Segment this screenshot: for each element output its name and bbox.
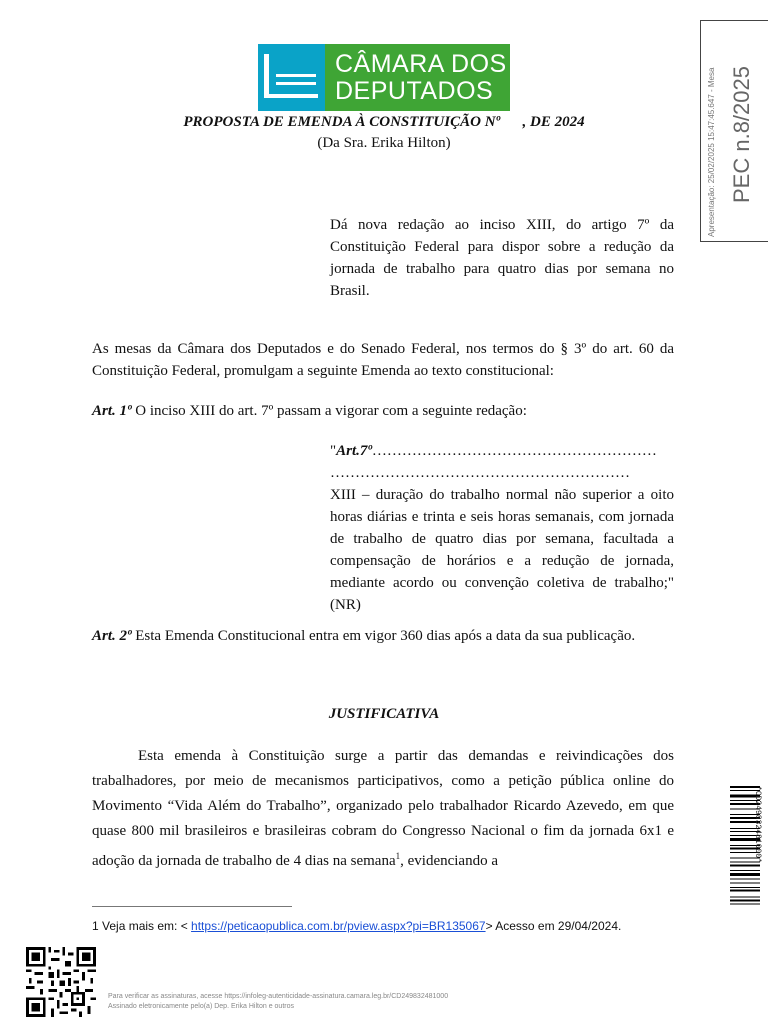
footnote-divider — [92, 906, 292, 907]
footnote-suffix: > Acesso em 29/04/2024. — [485, 919, 622, 933]
stamp-presentation-date: Apresentação: 25/02/2025 15:47:45.647 - Mesa — [707, 67, 716, 237]
quote-header-line — [330, 440, 674, 462]
ementa: Dá nova redação ao inciso XIII, do artigo 7º da Constituição Federal para dispor sobre a redução da jornada de trabalho para quatro dias por semana no Brasil. — [330, 217, 674, 299]
article-2 — [92, 625, 674, 647]
camara-logo — [258, 44, 510, 111]
footnote-ref[interactable]: 1 — [395, 851, 401, 861]
stamp-pec-number: PEC n.8/2025 — [729, 66, 754, 203]
logo-line2: DEPUTADOS — [335, 76, 494, 105]
article-2-label: Art. 2º — [92, 628, 132, 644]
article-1-label: Art. 1º — [92, 403, 132, 419]
document-title: PROPOSTA DE EMENDA À CONSTITUIÇÃO Nº , DE 2024 — [183, 114, 585, 130]
quote-open: " — [330, 443, 337, 459]
verification-url[interactable]: Para verificar as assinaturas, acesse https://infoleg-autenticidade-assinatura.camara.leg.br/CD249832481000 — [108, 993, 449, 1000]
barcode-text: *CD249832481000* — [753, 786, 762, 863]
article-1 — [92, 400, 674, 422]
signed-by: Assinado eletronicamente pelo(a) Dep. Erika Hilton e outros — [108, 1003, 294, 1010]
camara-logo-icon — [258, 44, 325, 111]
quote-dots-2: …………………………………………………… — [330, 465, 630, 481]
article-2-text: Esta Emenda Constitucional entra em vigor 360 dias após a data da sua publicação. — [131, 628, 636, 644]
filing-stamp — [700, 20, 768, 242]
preamble: As mesas da Câmara dos Deputados e do Senado Federal, nos termos do § 3º do art. 60 da Constituição Federal, promulgam a seguinte Emenda ao texto constitucional: — [92, 341, 674, 379]
justificativa-body: Esta emenda à Constituição surge a partir das demandas e reivindicações dos trabalhadores, por meio de mecanismos participativos, como a petição pública online do Movimento “Vida Além do Trabalho”, organizado pelo trabalhador Ricardo Azevedo, em que quase 800 mil brasileiros e brasileiras cobram do Congresso Nacional o fim da jornada 6x1 e adoção da jornada de trabalho de 4 dias na semana — [92, 748, 674, 869]
justificativa-title: JUSTIFICATIVA — [328, 706, 440, 722]
footnote — [92, 919, 682, 933]
quote-dots-1: ………………………………………………… — [371, 443, 657, 459]
signature-verification — [108, 992, 628, 1012]
qr-code — [26, 947, 96, 1017]
logo-line1: CÂMARA DOS — [335, 49, 507, 78]
quoted-amendment — [330, 440, 674, 616]
justificativa-body-end: , evidenciando a — [400, 853, 498, 869]
article-1-text: O inciso XIII do art. 7º passam a vigorar com a seguinte redação: — [131, 403, 527, 419]
quote-art-label: Art.7º — [336, 443, 372, 459]
barcode-text-container — [752, 786, 764, 936]
justificativa-text — [92, 744, 674, 874]
quote-inciso: XIII – duração do trabalho normal não superior a oito horas diárias e trinta e seis horas semanais, com jornada de trabalho de quatro dias por semana, facultada a compensação de horários e a redução de jornada, mediante acordo ou convenção coletiva de trabalho;" (NR) — [330, 487, 674, 613]
camara-logo-text — [325, 44, 510, 111]
footnote-link[interactable]: https://peticaopublica.com.br/pview.aspx?pi=BR135067 — [191, 919, 486, 933]
document-author: (Da Sra. Erika Hilton) — [317, 135, 451, 151]
footnote-prefix: 1 Veja mais em: < — [92, 919, 192, 933]
